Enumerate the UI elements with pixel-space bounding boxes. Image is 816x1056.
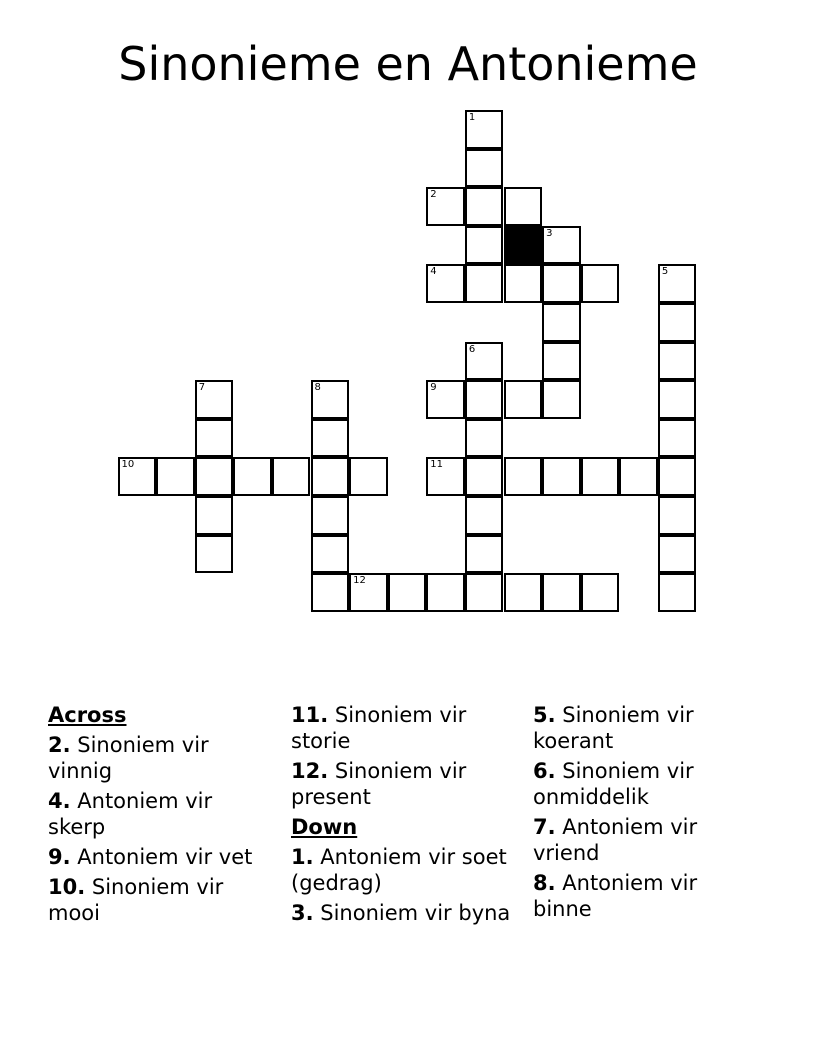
grid-cell[interactable] xyxy=(349,457,388,496)
grid-cell[interactable] xyxy=(426,380,465,419)
clue-number: 8. xyxy=(533,871,556,895)
clue-text: Antoniem vir skerp xyxy=(48,789,213,839)
grid-cell[interactable] xyxy=(658,573,697,612)
clue-item xyxy=(48,732,268,784)
grid-cell[interactable] xyxy=(504,187,543,226)
clue-item xyxy=(291,758,511,810)
grid-cell[interactable] xyxy=(426,264,465,303)
clue-text: Sinoniem vir storie xyxy=(291,703,467,753)
grid-cell[interactable] xyxy=(426,187,465,226)
clue-item xyxy=(291,900,511,926)
grid-cell[interactable] xyxy=(542,342,581,381)
clue-number-label: 4 xyxy=(430,266,437,278)
clue-number-label: 12 xyxy=(353,575,366,587)
clue-number-label: 10 xyxy=(121,459,135,471)
grid-cell[interactable] xyxy=(465,419,504,458)
clue-number: 9. xyxy=(48,845,71,869)
clue-column-1 xyxy=(48,702,268,930)
clue-item xyxy=(48,844,268,870)
grid-cell[interactable] xyxy=(542,457,581,496)
across-heading: Across xyxy=(48,703,127,727)
clue-number: 1. xyxy=(291,845,314,869)
grid-cell[interactable] xyxy=(465,457,504,496)
clue-text: Sinoniem vir present xyxy=(291,759,467,809)
page-title: Sinonieme en Antonieme xyxy=(118,37,698,91)
grid-cell[interactable] xyxy=(542,226,581,265)
clue-item xyxy=(533,758,753,810)
clue-text: Antoniem vir binne xyxy=(533,871,698,921)
clue-number: 2. xyxy=(48,733,71,757)
down-heading: Down xyxy=(291,815,358,839)
grid-cell[interactable] xyxy=(195,535,234,574)
grid-cell[interactable] xyxy=(504,380,543,419)
grid-cell[interactable] xyxy=(658,303,697,342)
grid-cell[interactable] xyxy=(658,457,697,496)
clue-number-label: 3 xyxy=(546,227,553,239)
clue-number: 11. xyxy=(291,703,329,727)
clue-text: Sinoniem vir byna xyxy=(313,901,511,925)
clue-item xyxy=(291,844,511,896)
grid-cell[interactable] xyxy=(272,457,311,496)
grid-cell[interactable] xyxy=(465,264,504,303)
grid-cell[interactable] xyxy=(504,264,543,303)
grid-cell[interactable] xyxy=(311,419,350,458)
grid-cell[interactable] xyxy=(195,380,234,419)
grid-cell[interactable] xyxy=(465,226,504,265)
grid-cell[interactable] xyxy=(465,149,504,188)
grid-cell[interactable] xyxy=(658,535,697,574)
grid-cell[interactable] xyxy=(581,264,620,303)
clue-number-label: 7 xyxy=(198,382,206,394)
grid-cell[interactable] xyxy=(195,419,234,458)
clue-number: 3. xyxy=(291,901,314,925)
grid-cell[interactable] xyxy=(311,535,350,574)
clue-text: Antoniem vir vet xyxy=(70,845,253,869)
grid-cell[interactable] xyxy=(311,457,350,496)
grid-cell[interactable] xyxy=(233,457,272,496)
grid-cell[interactable] xyxy=(195,496,234,535)
grid-cell[interactable] xyxy=(118,457,157,496)
grid-cell[interactable] xyxy=(581,457,620,496)
clue-item xyxy=(48,788,268,840)
clue-number-label: 6 xyxy=(468,343,476,355)
grid-cell[interactable] xyxy=(504,457,543,496)
grid-cell[interactable] xyxy=(465,342,504,381)
grid-cell[interactable] xyxy=(388,573,427,612)
clue-item xyxy=(533,870,753,922)
grid-cell[interactable] xyxy=(504,573,543,612)
grid-cell[interactable] xyxy=(465,110,504,149)
grid-cell[interactable] xyxy=(311,380,350,419)
clue-number-label: 1 xyxy=(468,112,476,123)
clue-number: 10. xyxy=(48,875,86,899)
clue-number: 6. xyxy=(533,759,556,783)
grid-cell[interactable] xyxy=(619,457,658,496)
grid-cell[interactable] xyxy=(658,264,697,303)
clue-text: Sinoniem vir vinnig xyxy=(48,733,209,783)
grid-cell[interactable] xyxy=(465,496,504,535)
clue-number-label: 11 xyxy=(430,459,444,471)
clue-column-2 xyxy=(291,702,511,930)
grid-cell[interactable] xyxy=(542,264,581,303)
clue-number-label: 2 xyxy=(430,189,437,201)
grid-cell[interactable] xyxy=(465,187,504,226)
grid-cell[interactable] xyxy=(658,419,697,458)
grid-cell[interactable] xyxy=(658,380,697,419)
grid-cell[interactable] xyxy=(311,573,350,612)
clue-number-label: 5 xyxy=(661,266,669,278)
clue-text: Antoniem vir soet (gedrag) xyxy=(291,845,507,895)
grid-cell[interactable] xyxy=(465,535,504,574)
clue-number-label: 9 xyxy=(430,382,437,394)
clue-number-label: 8 xyxy=(314,382,321,394)
grid-cell[interactable] xyxy=(542,573,581,612)
grid-cell[interactable] xyxy=(542,380,581,419)
grid-cell[interactable] xyxy=(542,303,581,342)
clue-item xyxy=(48,874,268,926)
grid-cell[interactable] xyxy=(426,573,465,612)
clue-number: 4. xyxy=(48,789,71,813)
grid-cell[interactable] xyxy=(311,496,350,535)
grid-cell[interactable] xyxy=(658,496,697,535)
clue-number: 7. xyxy=(533,815,556,839)
clue-text: Sinoniem vir mooi xyxy=(48,875,224,925)
grid-cell[interactable] xyxy=(658,342,697,381)
clue-number: 12. xyxy=(291,759,329,783)
grid-cell[interactable] xyxy=(465,380,504,419)
clue-item xyxy=(291,702,511,754)
clue-number: 5. xyxy=(533,703,556,727)
grid-cell[interactable] xyxy=(349,573,388,612)
grid-cell[interactable] xyxy=(581,573,620,612)
clue-text: Sinoniem vir onmiddelik xyxy=(533,759,694,809)
clue-item xyxy=(533,702,753,754)
clue-text: Antoniem vir vriend xyxy=(533,815,698,865)
clue-column-3 xyxy=(533,702,753,926)
grid-cell[interactable] xyxy=(465,573,504,612)
grid-cell[interactable] xyxy=(195,457,234,496)
clue-text: Sinoniem vir koerant xyxy=(533,703,694,753)
grid-cell[interactable] xyxy=(156,457,195,496)
grid-cell[interactable] xyxy=(426,457,465,496)
blocked-cell xyxy=(504,226,543,265)
clue-item xyxy=(533,814,753,866)
